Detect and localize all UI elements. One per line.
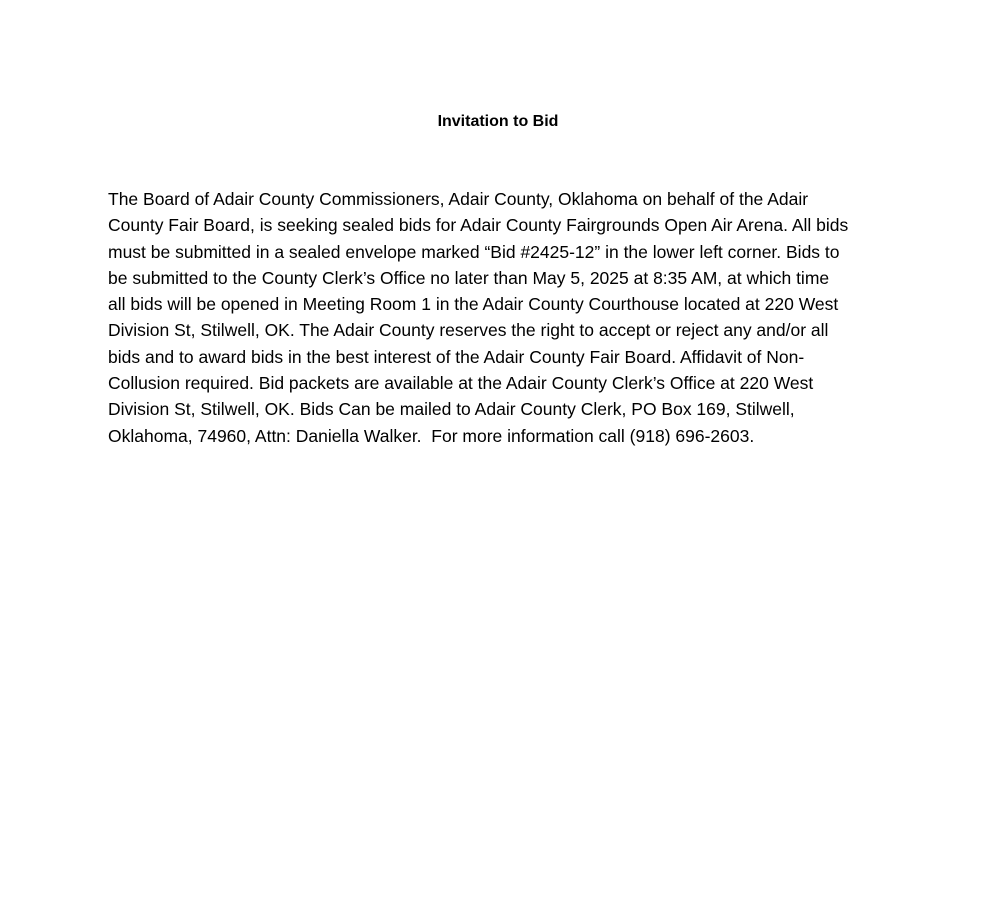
body-line: The Board of Adair County Commissioners, Adair County, Oklahoma on behalf of the Adair — [108, 189, 809, 209]
body-line: be submitted to the County Clerk’s Office no later than May 5, 2025 at 8:35 AM, at which time — [108, 267, 830, 288]
body-line: Division St, Stilwell, OK. The Adair County reserves the right to accept or reject any and/or all — [108, 320, 829, 341]
body-line: Division St, Stilwell, OK. Bids Can be mailed to Adair County Clerk, PO Box 169, Stilwell, — [108, 399, 795, 420]
body-line: all bids will be opened in Meeting Room 1 in the Adair County Courthouse located at 220 West — [108, 294, 839, 315]
body-line: Collusion required. Bid packets are available at the Adair County Clerk’s Office at 220 West — [108, 373, 814, 394]
document-title: Invitation to Bid — [437, 113, 559, 130]
body-line: must be submitted in a sealed envelope marked “Bid #2425-12” in the lower left corner. Bids to — [108, 241, 840, 262]
body-line: bids and to award bids in the best interest of the Adair County Fair Board. Affidavit of Non- — [108, 346, 805, 367]
document-body — [108, 186, 886, 449]
body-line: Oklahoma, 74960, Attn: Daniella Walker. For more information call (918) 696-2603. — [108, 425, 755, 446]
body-line: County Fair Board, is seeking sealed bids for Adair County Fairgrounds Open Air Arena. All bids — [108, 215, 849, 236]
